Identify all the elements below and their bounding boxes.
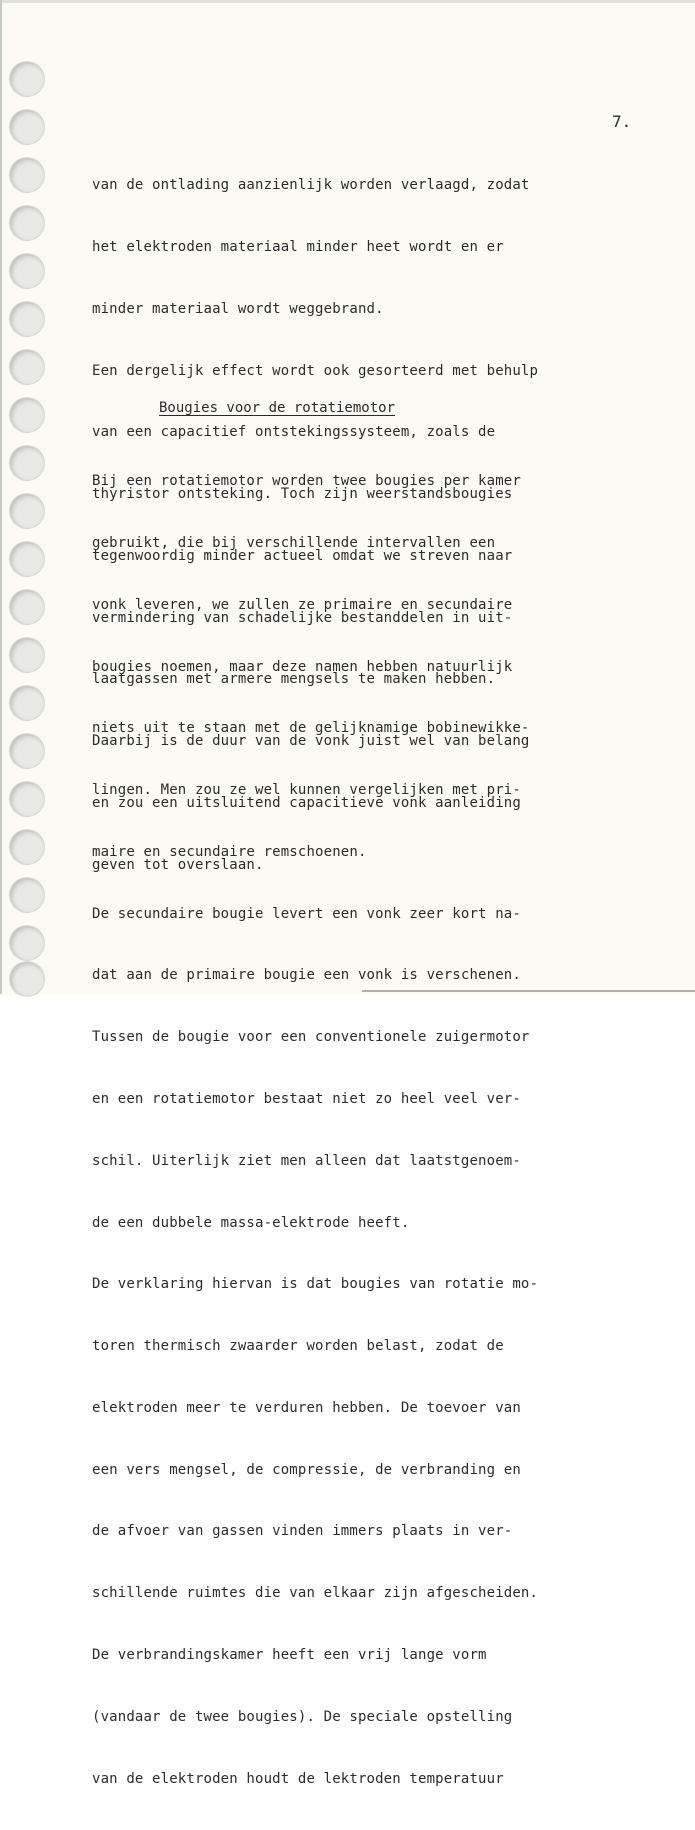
body-text-bottom xyxy=(92,430,677,1830)
punch-hole-icon xyxy=(10,734,44,768)
text-line: schillende ruimtes die van elkaar zijn afgescheiden. xyxy=(92,1585,539,1602)
text-line: minder materiaal wordt weggebrand. xyxy=(92,300,384,317)
text-line: het elektroden materiaal minder heet wordt en er xyxy=(92,238,504,255)
punch-hole-icon xyxy=(10,638,44,672)
text-line: van een capacitief ontstekingssysteem, zoals de xyxy=(92,424,496,441)
punch-hole-icon xyxy=(10,158,44,192)
text-line: De verbrandingskamer heeft een vrij lange vorm xyxy=(92,1647,487,1664)
punch-hole-icon xyxy=(10,878,44,912)
punch-hole-icon xyxy=(10,782,44,816)
binder-holes xyxy=(8,50,48,994)
text-line: Daarbij is de duur van de vonk juist wel van belang xyxy=(92,733,530,750)
text-line: elektroden meer te verduren hebben. De toevoer van xyxy=(92,1399,521,1416)
punch-hole-icon xyxy=(10,590,44,624)
text-line: en zou een uitsluitend capacitieve vonk aanleiding xyxy=(92,795,521,811)
text-line: Bij een rotatiemotor worden twee bougies per kamer xyxy=(92,473,521,490)
text-line: en een rotatiemotor bestaat niet zo heel veel ver- xyxy=(92,1091,521,1107)
punch-hole-icon xyxy=(10,206,44,240)
punch-hole-icon xyxy=(10,350,44,384)
text-line: (vandaar de twee bougies). De speciale opstelling xyxy=(92,1708,513,1725)
punch-hole-icon xyxy=(10,302,44,336)
punch-hole-icon xyxy=(10,494,44,528)
punch-hole-icon xyxy=(10,110,44,144)
page-number: 7. xyxy=(612,112,632,131)
bottom-edge xyxy=(362,990,695,992)
text-line: niets uit te staan met de gelijknamige bobinewikke- xyxy=(92,720,530,737)
punch-hole-icon xyxy=(10,686,44,720)
text-line: schil. Uiterlijk ziet men alleen dat laatstgenoem- xyxy=(92,1152,521,1169)
text-line: tegenwoordig minder actueel omdat we streven naar xyxy=(92,547,513,564)
text-line: een vers mengsel, de compressie, de verbranding en xyxy=(92,1461,521,1478)
punch-hole-icon xyxy=(10,830,44,864)
top-edge xyxy=(2,0,695,3)
punch-hole-icon xyxy=(10,62,44,96)
text-line: de afvoer van gassen vinden immers plaats in ver- xyxy=(92,1523,513,1540)
text-line: dat aan de primaire bougie een vonk is verschenen. xyxy=(92,967,521,984)
text-line: thyristor ontsteking. Toch zijn weerstandsbougies xyxy=(92,486,513,503)
text-line: vermindering van schadelijke bestanddelen in uit- xyxy=(92,609,513,626)
punch-hole-icon xyxy=(10,398,44,432)
text-line: De secundaire bougie levert een vonk zeer kort na- xyxy=(92,905,521,922)
punch-hole-icon xyxy=(10,542,44,576)
section-heading: Bougies voor de rotatiemotor xyxy=(159,400,396,416)
text-line: bougies noemen, maar deze namen hebben natuurlijk xyxy=(92,658,513,675)
punch-hole-icon xyxy=(10,254,44,288)
text-line: geven tot overslaan. xyxy=(92,856,264,873)
text-line: gebruikt, die bij verschillende intervallen een xyxy=(92,534,496,551)
text-line: Tussen de bougie voor een conventionele zuigermotor xyxy=(92,1029,530,1046)
text-line: toren thermisch zwaarder worden belast, zodat de xyxy=(92,1338,504,1355)
text-line: vonk leveren, we zullen ze primaire en secundaire xyxy=(92,596,513,613)
text-line: De verklaring hiervan is dat bougies van rotatie mo- xyxy=(92,1276,539,1293)
punch-hole-icon xyxy=(10,926,44,960)
text-line: de een dubbele massa-elektrode heeft. xyxy=(92,1214,410,1231)
text-line: van de ontlading aanzienlijk worden verlaagd, zodat xyxy=(92,177,530,194)
text-line: maire en secundaire remschoenen. xyxy=(92,843,367,860)
text-line: van de elektroden houdt de lektroden temperatuur xyxy=(92,1770,504,1787)
text-line: Een dergelijk effect wordt ook gesorteerd met behulp xyxy=(92,362,539,379)
text-line: lingen. Men zou ze wel kunnen vergelijken met pri- xyxy=(92,782,521,799)
punch-hole-icon xyxy=(10,962,44,996)
punch-hole-icon xyxy=(10,446,44,480)
text-line: laatgassen met armere mengsels te maken hebben. xyxy=(92,671,496,688)
